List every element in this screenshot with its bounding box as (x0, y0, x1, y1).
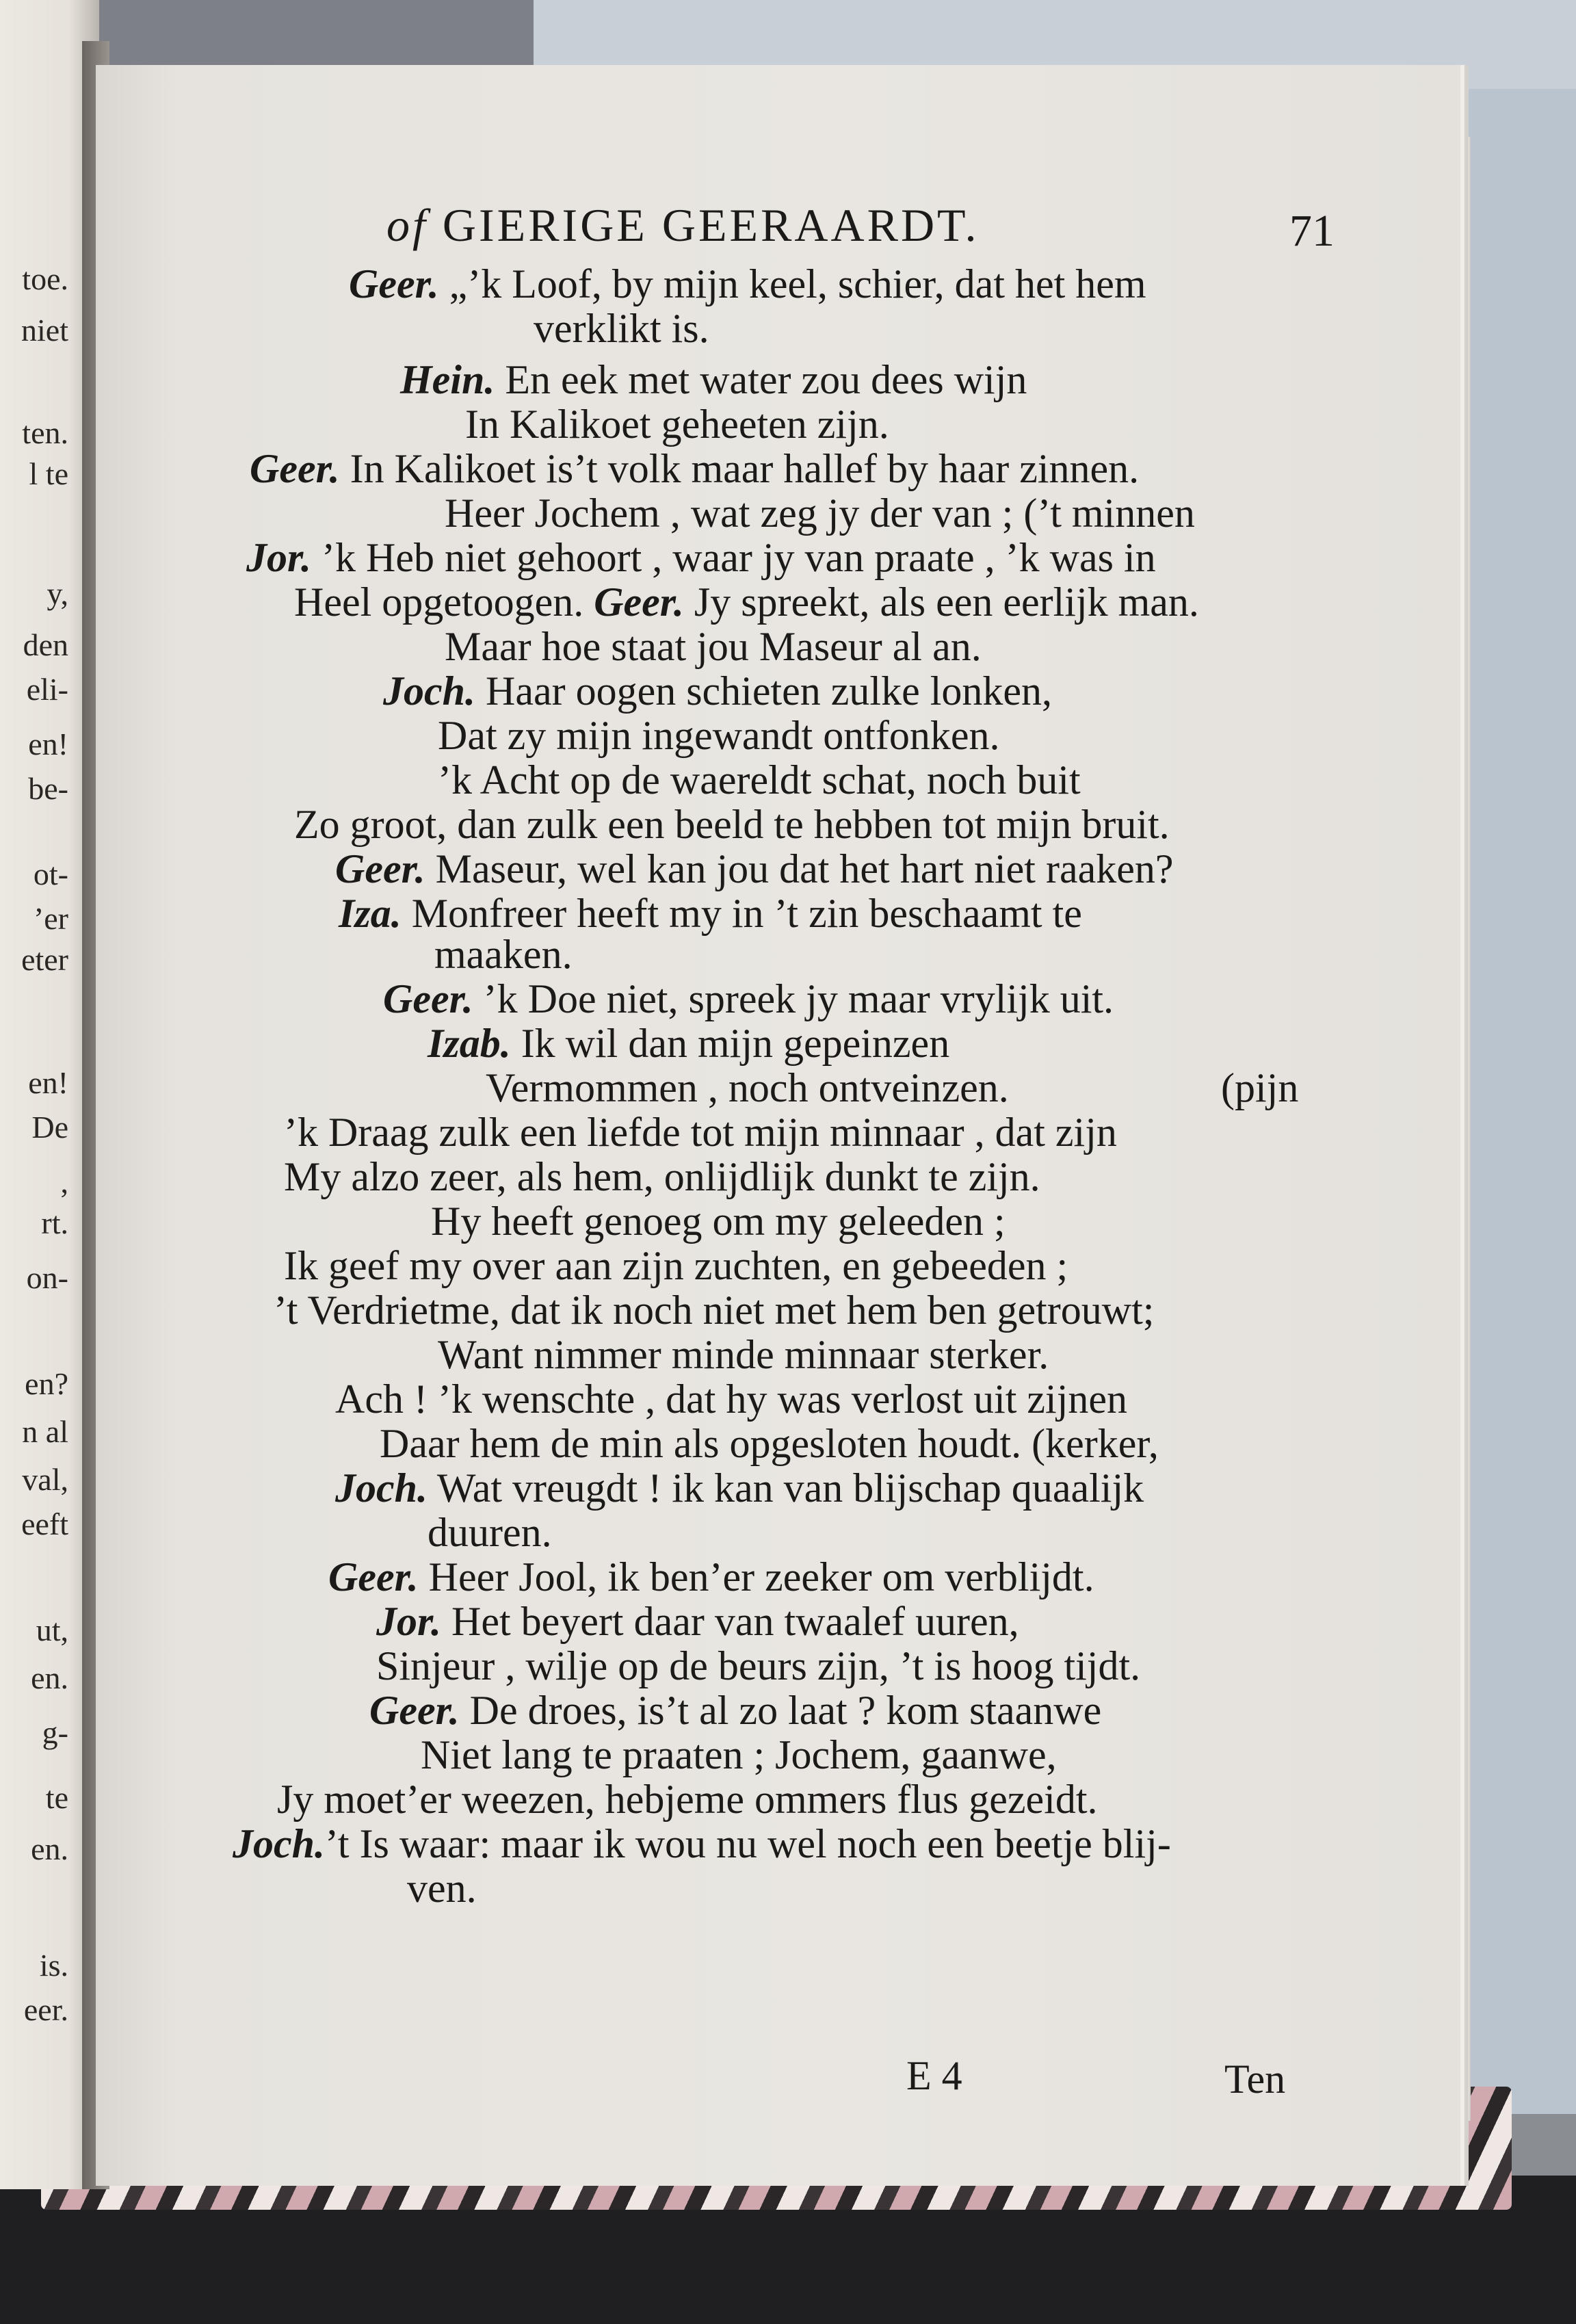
left-page-text-fragment: niet (21, 313, 68, 348)
verse-text: Jy spreekt, als een eerlijk man. (683, 579, 1199, 625)
verse-text: Hy heeft genoeg om my geleeden ; (431, 1199, 1006, 1244)
verse-text: verklikt is. (534, 306, 709, 351)
left-page-text-fragment: val, (22, 1462, 68, 1497)
verse-line (328, 1554, 1094, 1600)
verse-text: Maseur, wel kan jou dat het hart niet raaken? (425, 846, 1174, 891)
speaker-name: Iza. (339, 891, 402, 936)
verse-line (284, 1112, 1117, 1153)
speaker-name: Jor. (376, 1599, 442, 1644)
verse-text: Dat zy mijn ingewandt ontfonken. (438, 713, 1000, 758)
verse-line (434, 934, 573, 975)
speaker-name: Hein. (400, 357, 495, 402)
left-page-text-fragment: , (60, 1164, 68, 1199)
left-page-text-fragment: eeft (21, 1506, 68, 1541)
verse-text: Het beyert daar van twaalef uuren, (441, 1599, 1019, 1644)
verse-line (277, 1779, 1098, 1820)
verse-text: Maar hoe staat jou Maseur al an. (445, 624, 982, 669)
speaker-name: Geer. (369, 1688, 460, 1733)
verse-text: Niet lang te praaten ; Jochem, gaanwe, (421, 1732, 1057, 1777)
verse-line (407, 1868, 477, 1909)
verse-text: Heer Jool, ik ben’er zeeker om verblijdt. (418, 1554, 1094, 1600)
verse-line (335, 1467, 1144, 1509)
verse-text: My alzo zeer, als hem, onlijdlijk dunkt te zijn. (284, 1154, 1040, 1199)
verse-line (428, 1512, 552, 1553)
left-page-text-fragment: en! (28, 1065, 68, 1100)
speaker-name: Geer. (335, 846, 425, 891)
left-page-text-fragment: en? (25, 1366, 68, 1401)
left-page-text-fragment: eer. (23, 1992, 68, 2027)
verse-line (465, 404, 889, 445)
verse-text: Ach ! ’k wenschte , dat hy was verlost uit zijnen (335, 1376, 1128, 1422)
left-page-text-fragment: eli- (26, 672, 68, 707)
verse-line (438, 1334, 1049, 1375)
speaker-name: Geer. (383, 976, 473, 1021)
verse-line (233, 1823, 1171, 1864)
verse-text: Jy moet’er weezen, hebjeme ommers flus gezeidt. (277, 1777, 1098, 1822)
speaker-name: Geer. (328, 1554, 419, 1600)
verse-text: ’k Heb niet gehoort , waar jy van praate , ’k was in (311, 535, 1156, 580)
left-page-text-fragment: l te (29, 456, 68, 491)
left-page-text-fragment: ’er (33, 901, 68, 936)
verse-text: ’t Verdrietme, dat ik noch niet met hem ben getrouwt; (274, 1288, 1155, 1333)
speaker-name: Joch. (383, 668, 475, 714)
verse-text: Vermommen , noch ontveinzen. (486, 1065, 1009, 1110)
verse-line (284, 1156, 1040, 1197)
left-page-text-fragment: en. (31, 1660, 68, 1695)
verse-text: ven. (407, 1866, 477, 1911)
left-page-text-fragment: n al (22, 1414, 68, 1449)
verse-line (431, 1201, 1006, 1242)
left-page-text-fragment: ut, (36, 1613, 68, 1647)
speaker-name: Izab. (428, 1021, 511, 1066)
verse-line (438, 759, 1081, 800)
verse-line (421, 1734, 1057, 1775)
verse-line (380, 1423, 1159, 1464)
speaker-name: Geer. (583, 579, 684, 625)
verse-text: Ik wil dan mijn gepeinzen (510, 1021, 950, 1066)
verse-line (445, 493, 1195, 534)
left-page-text-fragment: ten. (22, 415, 68, 450)
left-page-text-fragment: eter (21, 942, 68, 977)
verse-text: ’k Acht op de waereldt schat, noch buit (438, 757, 1081, 802)
verse-text: In Kalikoet is’t volk maar hallef by haar zinnen. (339, 446, 1140, 491)
speaker-name: Joch. (335, 1465, 428, 1511)
verse-text: De droes, is’t al zo laat ? kom staanwe (459, 1688, 1102, 1733)
verse-line (445, 626, 982, 667)
verse-text: Monfreer heeft my in ’t zin beschaamt te (401, 891, 1082, 936)
verse-text: Heel opgetoogen. (294, 579, 584, 625)
verse-text: In Kalikoet geheeten zijn. (465, 402, 889, 447)
left-page-text-fragment: y, (47, 576, 68, 611)
speaker-name: Jor. (246, 535, 312, 580)
page-number: 71 (1289, 206, 1335, 256)
verse-line (250, 448, 1139, 489)
verse-line (284, 1245, 1068, 1286)
verse-text: maaken. (434, 932, 573, 977)
speaker-name: Geer. (250, 446, 340, 491)
verse-text: Heer Jochem , wat zeg jy der van ; (’t minnen (445, 491, 1195, 536)
running-head (386, 198, 980, 252)
speaker-name: Geer. (349, 261, 439, 306)
running-head-of: of (386, 199, 428, 251)
speaker-name: Joch. (233, 1821, 325, 1866)
verse-text: Ik geef my over aan zijn zuchten, en gebeeden ; (284, 1243, 1068, 1288)
left-page-text-fragment: is. (39, 1948, 68, 1983)
verse-text: duuren. (428, 1510, 552, 1555)
verse-text: ’k Doe niet, spreek jy maar vrylijk uit. (473, 976, 1114, 1021)
left-page-text-fragment: g- (42, 1715, 68, 1750)
verse-text: ’k Draag zulk een liefde tot mijn minnaar , dat zijn (284, 1110, 1117, 1155)
verse-text: En eek met water zou dees wijn (495, 357, 1027, 402)
verse-line (294, 579, 1199, 625)
running-head-title: GIERIGE GEERAARDT. (442, 199, 980, 251)
verse-line (246, 537, 1156, 578)
left-page-text-fragment: rt. (41, 1205, 68, 1240)
verse-line (383, 978, 1114, 1019)
left-page-text-fragment: toe. (22, 261, 68, 296)
verse-line (339, 893, 1082, 934)
left-page-text-fragment: te (45, 1780, 68, 1815)
left-page-text-fragment: on- (26, 1260, 68, 1295)
verse-line (383, 668, 1053, 714)
verse-text: Zo groot, dan zulk een beeld te hebben tot mijn bruit. (294, 802, 1170, 847)
verse-text: Sinjeur , wilje op de beurs zijn, ’t is hoog tijdt. (376, 1643, 1141, 1688)
verse-line (400, 359, 1027, 400)
verse-line (534, 308, 709, 349)
verse-line (369, 1690, 1101, 1731)
verse-line (274, 1290, 1154, 1331)
verse-line (349, 263, 1146, 304)
left-page-text-fragment: be- (28, 771, 68, 806)
left-page-text-fragment: den (23, 627, 68, 662)
verse-line (486, 1067, 1009, 1108)
verse-text: Wat vreugdt ! ik kan van blijschap quaalijk (428, 1465, 1144, 1511)
left-page-text-fragment: ot- (33, 857, 68, 891)
catchword: Ten (1224, 2057, 1286, 2102)
left-page-text-fragment: en! (28, 727, 68, 761)
verse-text: Haar oogen schieten zulke lonken, (475, 668, 1053, 714)
verse-line (376, 1645, 1140, 1686)
verse-text: Want nimmer minde minnaar sterker. (438, 1332, 1049, 1377)
verse-line (335, 848, 1173, 889)
left-page-text-fragment: en. (31, 1831, 68, 1866)
verse-line (335, 1376, 1128, 1422)
verse-line (376, 1601, 1019, 1642)
verse-text: ’t Is waar: maar ik wou nu wel noch een beetje blij- (325, 1821, 1171, 1866)
verse-line (294, 804, 1170, 845)
verse-text: „’k Loof, by mijn keel, schier, dat het hem (438, 261, 1146, 306)
verse-line (428, 1023, 949, 1064)
verse-rhyme-carry: (pijn (1221, 1065, 1299, 1110)
verse-text: Daar hem de min als opgesloten houdt. (kerker, (380, 1421, 1159, 1466)
verse-line (438, 715, 999, 756)
signature-mark: E 4 (906, 2053, 962, 2098)
left-page-text-fragment: De (31, 1110, 68, 1145)
